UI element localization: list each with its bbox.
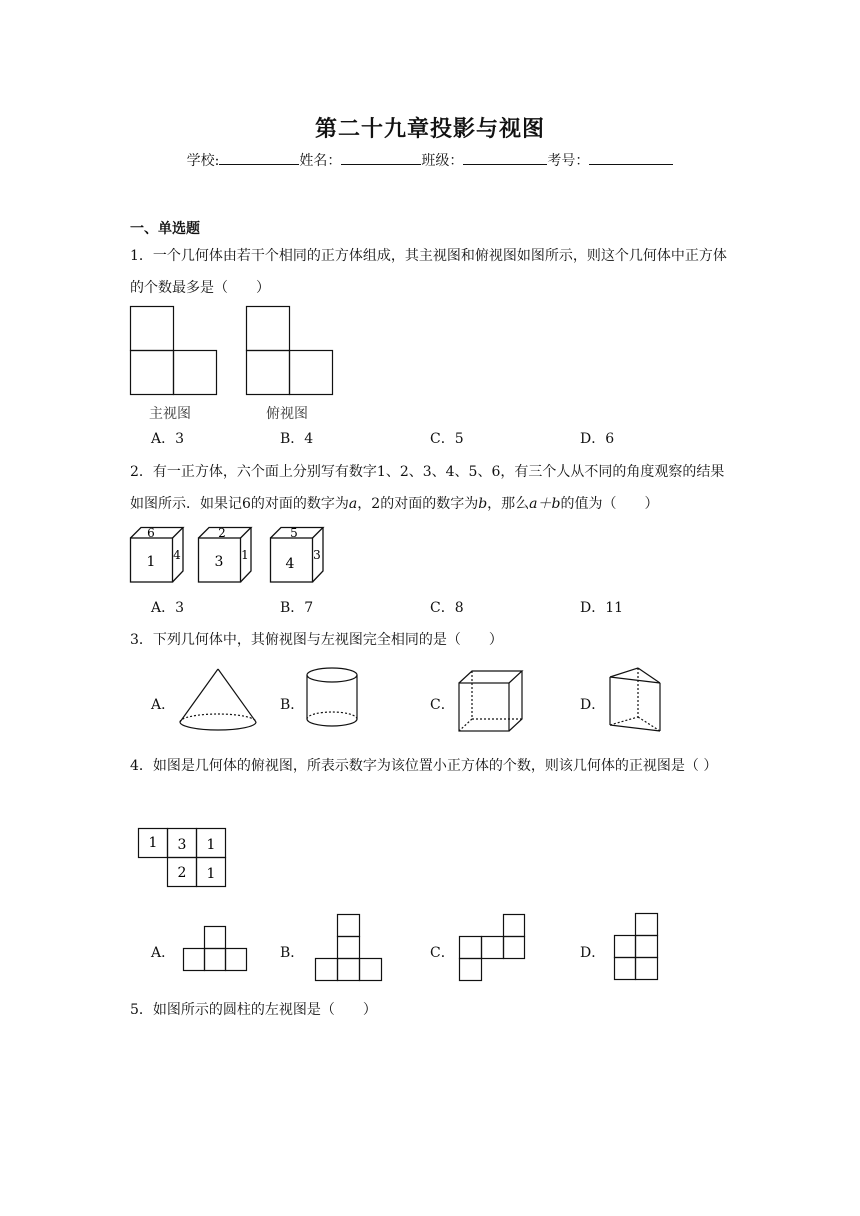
school-blank[interactable] (219, 150, 299, 165)
question-5-text: 5．如图所示的圆柱的左视图是（ ） (130, 1002, 377, 1018)
class-label: 班级： (421, 153, 464, 169)
q2-option-a[interactable]: A．3 (151, 600, 185, 616)
q4-option-c[interactable]: C． (430, 945, 455, 961)
q2-option-d[interactable]: D．11 (580, 600, 624, 616)
q4-option-b[interactable]: B． (280, 945, 305, 961)
name-label: 姓名： (299, 153, 342, 169)
top-view-caption: 俯视图 (266, 406, 308, 422)
grid-cell: 1 (148, 835, 158, 851)
q2-cube-2-side: 1 (241, 548, 249, 562)
question-1-text: 1．一个几何体由若干个相同的正方体组成，其主视图和俯视图如图所示，则这个几何体中正方体的个数最多是（ ） (130, 248, 727, 296)
exam-no-blank[interactable] (589, 150, 673, 165)
q2-cube-3 (270, 527, 330, 587)
cone-figure[interactable] (178, 668, 268, 738)
q2-cube-3-front: 4 (285, 556, 295, 572)
q2-cube-2-top: 2 (218, 526, 226, 540)
q2-cube-1-front: 1 (146, 554, 156, 570)
q2-cube-1 (130, 527, 190, 587)
question-3-text: 3．下列几何体中，其俯视图与左视图完全相同的是（ ） (130, 632, 503, 648)
q3-option-c[interactable]: C． (430, 697, 455, 713)
q2-cube-3-side: 3 (313, 548, 321, 562)
grid-cell: 1 (206, 837, 216, 853)
name-blank[interactable] (341, 150, 421, 165)
exam-no-label: 考号： (547, 153, 590, 169)
q1-figure (130, 306, 350, 396)
q4-option-c-figure[interactable] (459, 914, 529, 984)
front-view-caption: 主视图 (149, 406, 191, 422)
q4-option-a-figure[interactable] (183, 926, 253, 976)
q2-cube-1-side: 4 (173, 548, 181, 562)
q3-option-d[interactable]: D． (580, 697, 606, 713)
q1-option-c[interactable]: C．5 (430, 431, 464, 447)
page-title: 第二十九章投影与视图 (314, 116, 545, 142)
class-blank[interactable] (463, 150, 547, 165)
q1-option-a[interactable]: A．3 (151, 431, 185, 447)
q4-top-view-grid (138, 828, 238, 890)
triangular-prism-figure[interactable] (608, 667, 678, 737)
question-2-text: 2．有一正方体，六个面上分别写有数字1、2、3、4、5、6，有三个人从不同的角度观察的结果如图所示．如果记6的对面的数字为a，2的对面的数字为b，那么a＋b的值为（ ） (130, 464, 725, 512)
q2-cube-2 (198, 527, 258, 587)
grid-cell: 3 (177, 837, 187, 853)
q2-cube-3-top: 5 (290, 526, 298, 540)
q2-option-b[interactable]: B．7 (280, 600, 314, 616)
question-4-text: 4．如图是几何体的俯视图，所表示数字为该位置小正方体的个数，则该几何体的正视图是（ ） (130, 758, 718, 774)
cube-figure[interactable] (458, 670, 528, 740)
q4-option-a[interactable]: A． (151, 945, 176, 961)
q4-option-b-figure[interactable] (315, 914, 385, 984)
q2-cube-1-top: 6 (147, 526, 155, 540)
cylinder-figure[interactable] (305, 666, 365, 736)
q3-option-b[interactable]: B． (280, 697, 305, 713)
student-info-line (0, 150, 860, 170)
section-title: 一、单选题 (130, 221, 200, 237)
q1-option-b[interactable]: B．4 (280, 431, 314, 447)
q4-option-d-figure[interactable] (614, 913, 664, 983)
q3-option-a[interactable]: A． (151, 697, 176, 713)
q4-option-d[interactable]: D． (580, 945, 606, 961)
grid-cell: 1 (206, 866, 216, 882)
school-label: 学校: (186, 153, 220, 169)
q1-option-d[interactable]: D．6 (580, 431, 615, 447)
q2-cube-2-front: 3 (214, 554, 224, 570)
q2-option-c[interactable]: C．8 (430, 600, 464, 616)
grid-cell: 2 (177, 865, 187, 881)
